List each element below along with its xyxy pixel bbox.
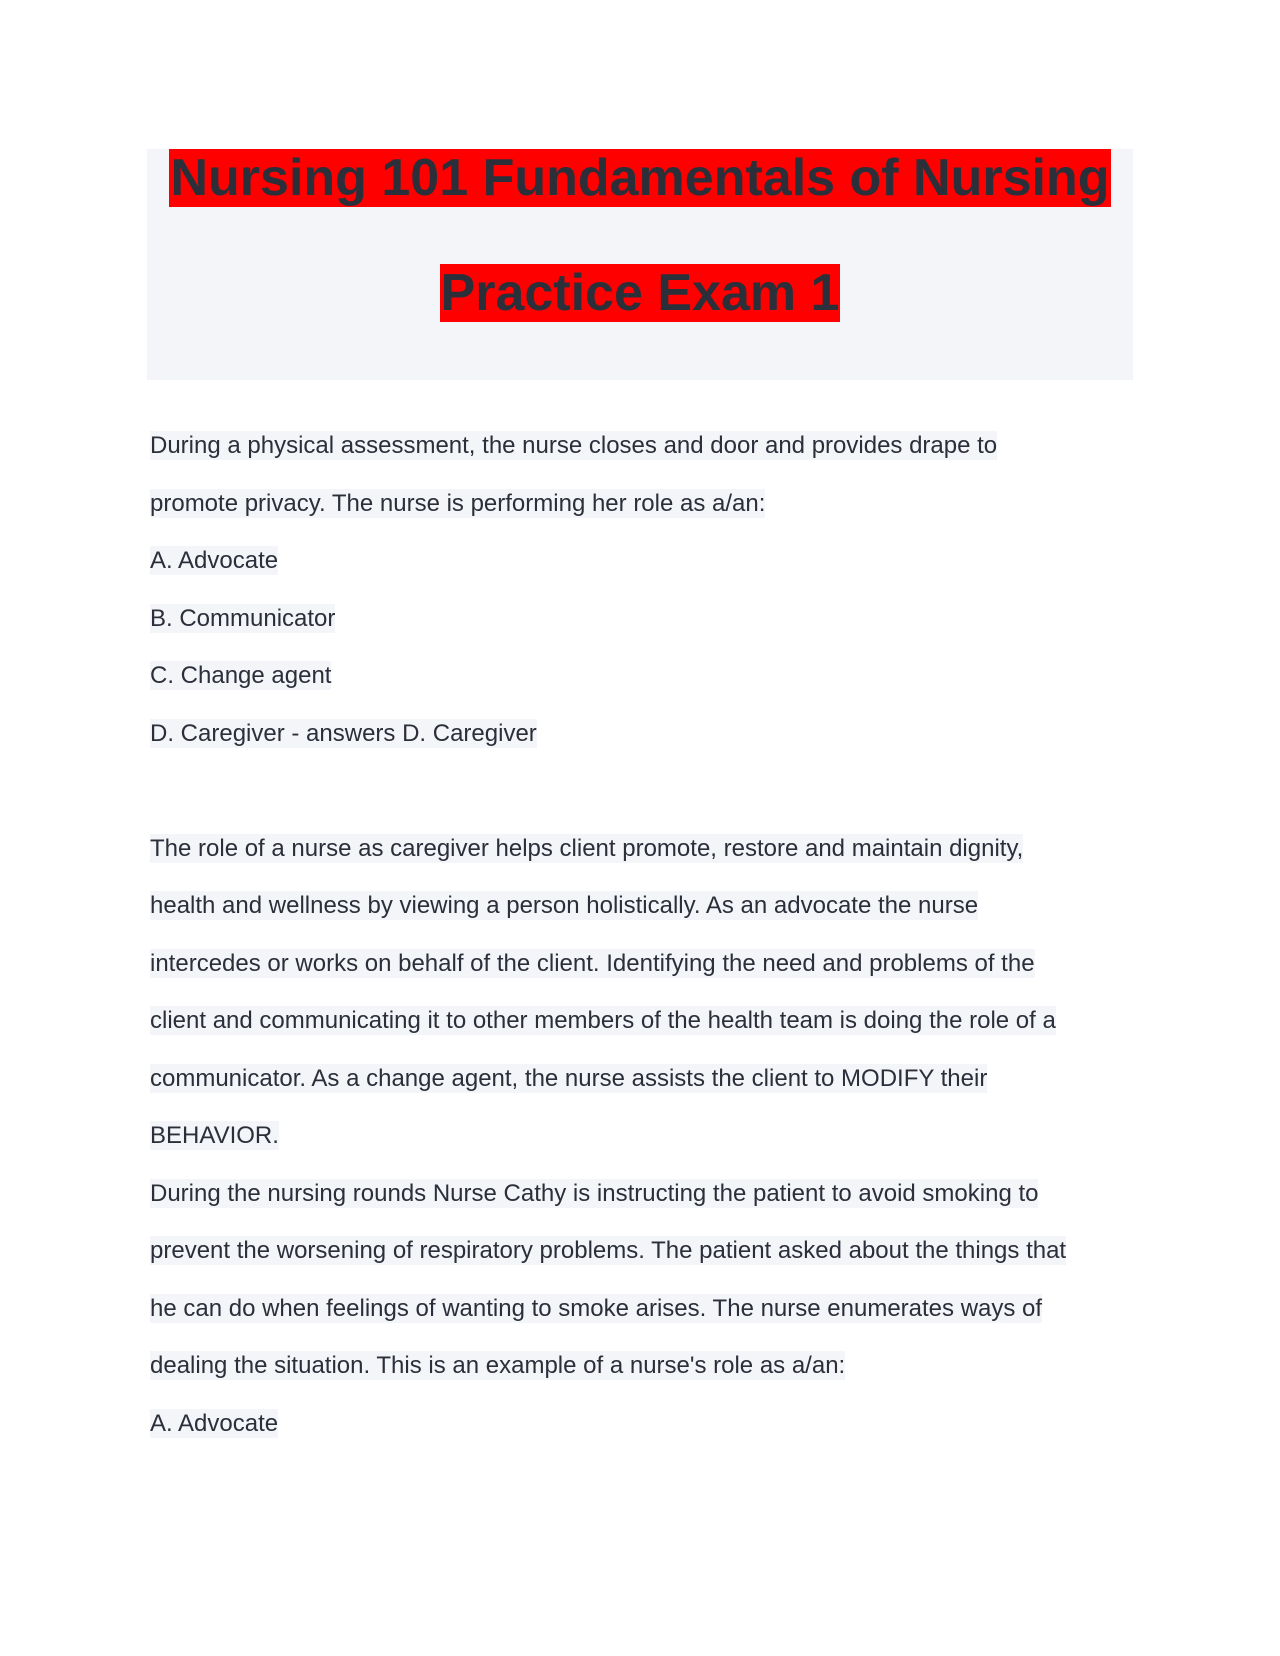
question-2-stem-line: he can do when feelings of wanting to smoke arises. The nurse enumerates ways of [150,1294,1043,1322]
rationale-line: client and communicating it to other members of the health team is doing the role of a [150,1007,1056,1034]
document-title-line-1: Nursing 101 Fundamentals of Nursing [170,149,1110,207]
question-1-option-d-answer: D. Caregiver - answers D. Caregiver [150,719,537,747]
document-body [150,431,1130,1466]
question-1-stem-line: promote privacy. The nurse is performing her role as a/an: [150,489,766,517]
question-1-option-c: C. Change agent [150,662,332,689]
question-2-stem-line: During the nursing rounds Nurse Cathy is instructing the patient to avoid smoking to [150,1179,1039,1207]
rationale-line: The role of a nurse as caregiver helps client promote, restore and maintain dignity, [150,834,1024,862]
question-1-option-a: A. Advocate [150,547,279,574]
rationale-line: health and wellness by viewing a person holistically. As an advocate the nurse [150,892,979,919]
document-title-line-2: Practice Exam 1 [440,264,840,322]
title-block [147,149,1133,380]
rationale-line: communicator. As a change agent, the nurse assists the client to MODIFY their [150,1064,988,1092]
rationale-line: intercedes or works on behalf of the client. Identifying the need and problems of the [150,949,1035,977]
question-2-option-a: A. Advocate [150,1409,279,1437]
rationale-line: BEHAVIOR. [150,1122,279,1149]
question-2-stem-line: prevent the worsening of respiratory problems. The patient asked about the things that [150,1237,1067,1264]
question-1-stem-line: During a physical assessment, the nurse closes and door and provides drape to [150,432,998,459]
question-2-stem-line: dealing the situation. This is an example of a nurse's role as a/an: [150,1352,846,1379]
question-1-option-b: B. Communicator [150,604,336,632]
paragraph-gap [150,776,1130,834]
